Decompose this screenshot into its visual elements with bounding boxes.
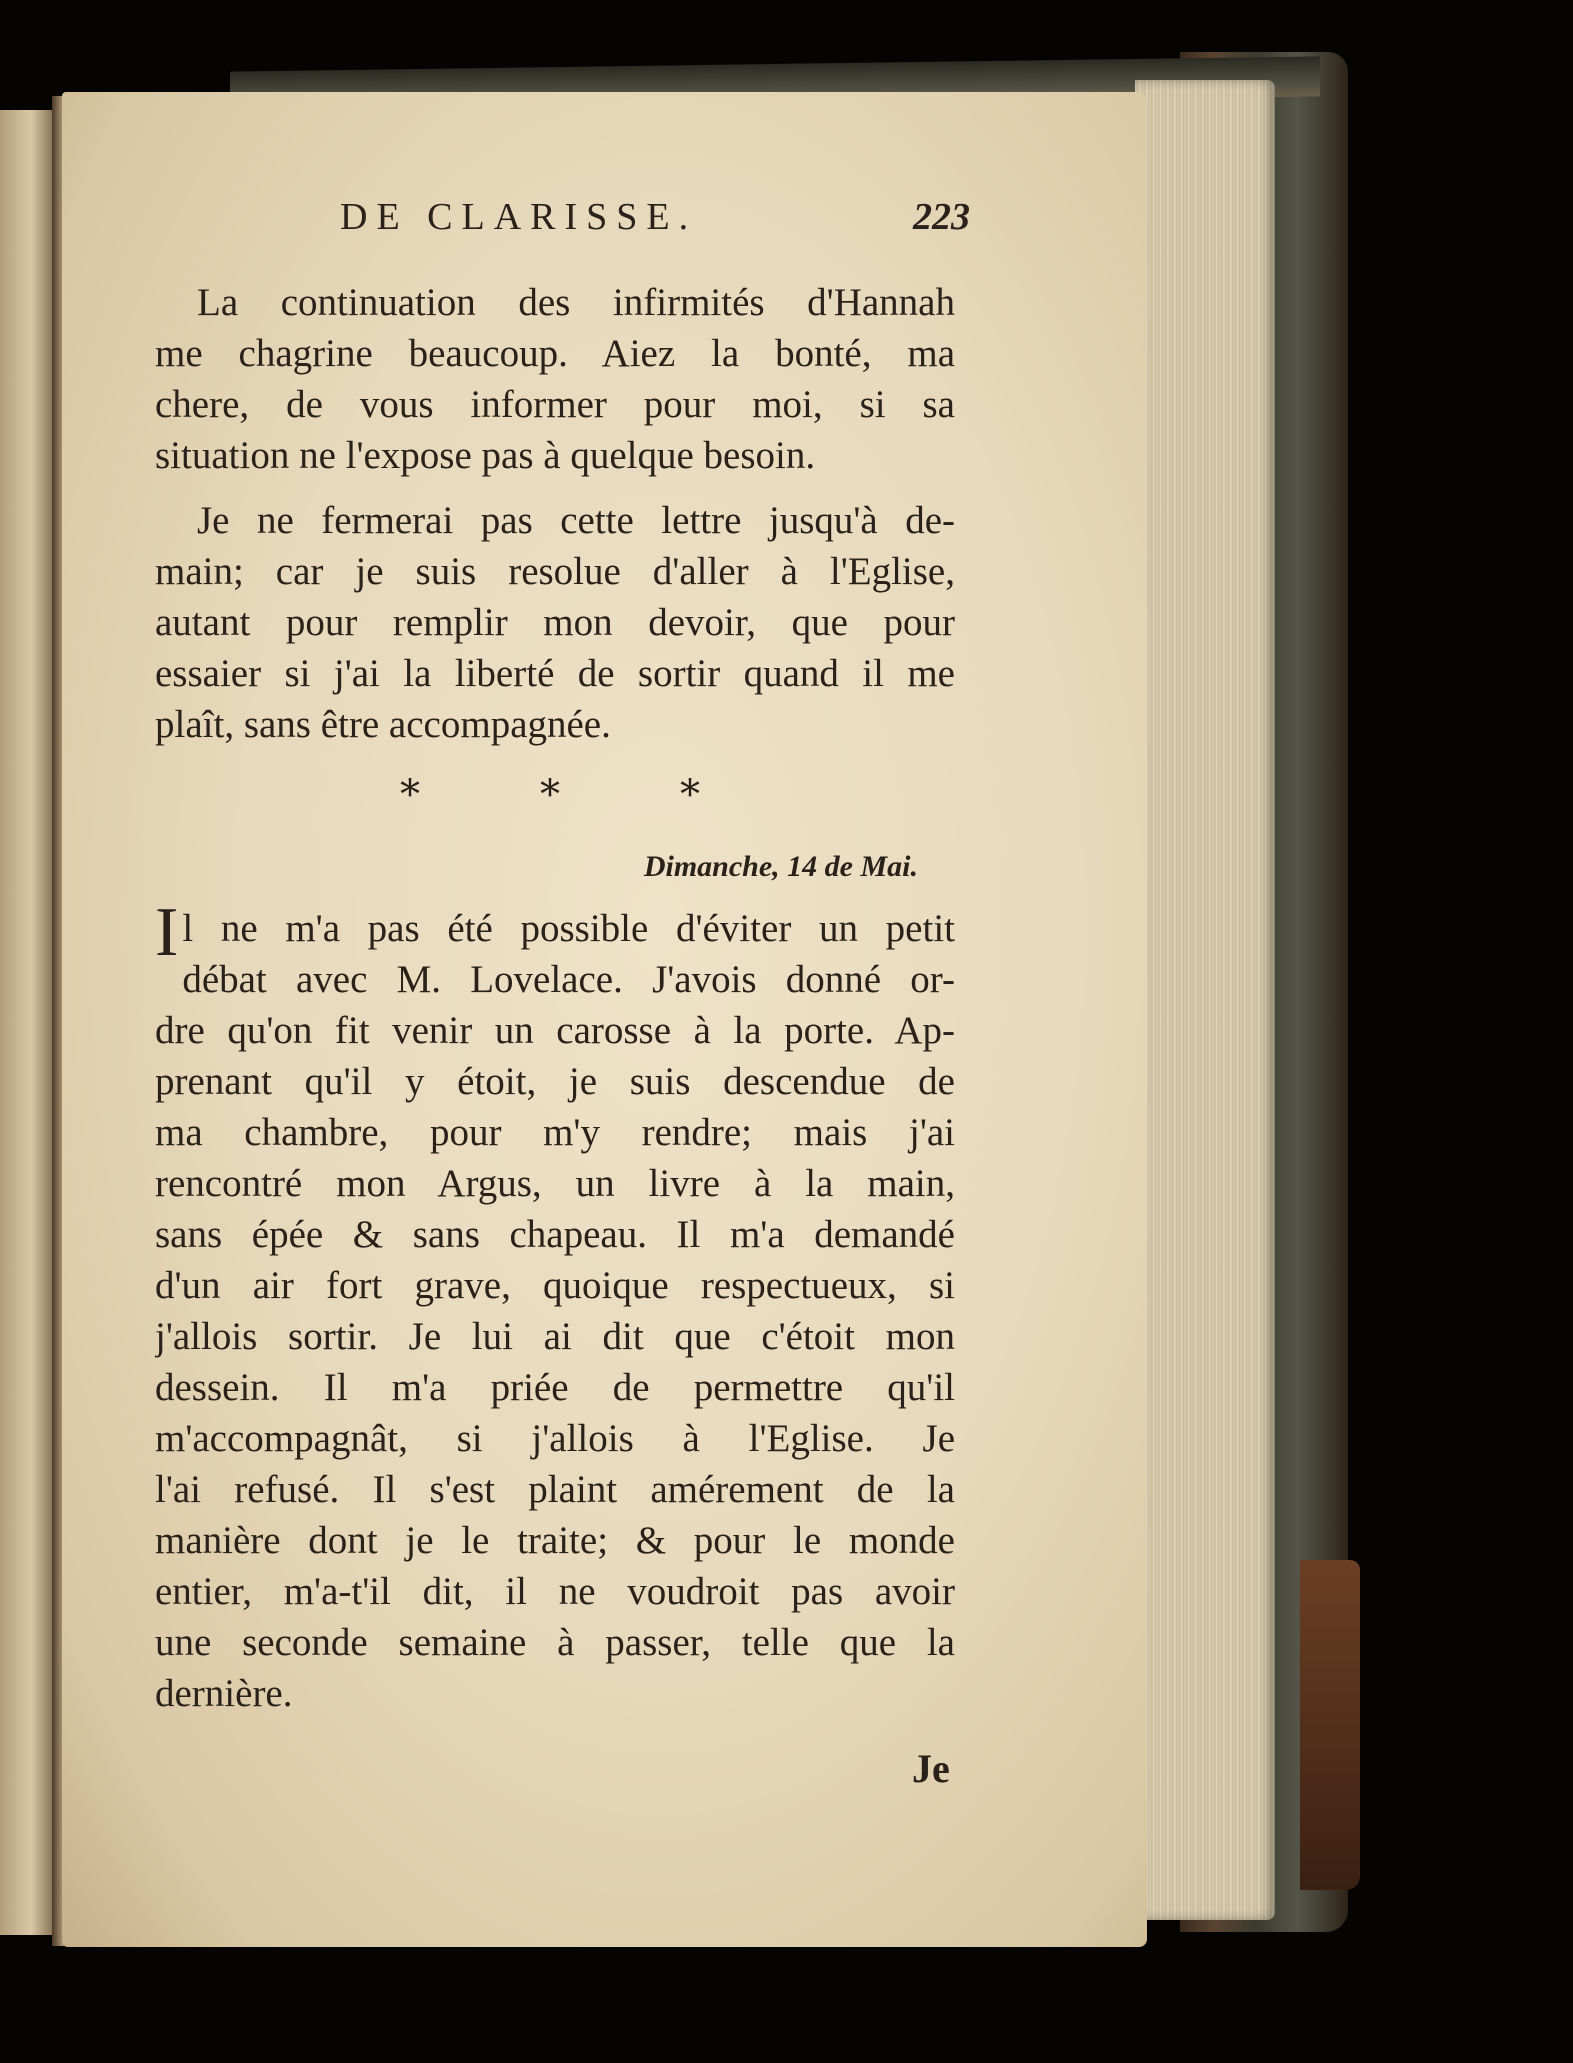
drop-cap: I (155, 894, 179, 971)
text-line: essaier si j'ai la liberté de sortir quand il me (155, 652, 955, 695)
text-line: rencontré mon Argus, un livre à la main, (155, 1162, 955, 1205)
text-line: dessein. Il m'a priée de permettre qu'il (155, 1366, 955, 1409)
text-line: manière dont je le traite; & pour le monde (155, 1519, 955, 1562)
page-number: 223 (913, 196, 970, 238)
text-line: autant pour remplir mon devoir, que pour (155, 601, 955, 644)
catchword: Je (912, 1746, 950, 1791)
running-head (340, 195, 970, 239)
previous-page-edge (0, 110, 52, 1935)
text-line: l ne m'a pas été possible d'éviter un petit (182, 907, 955, 950)
paragraph-1 (155, 277, 955, 481)
text-line: ma chambre, pour m'y rendre; mais j'ai (155, 1111, 955, 1154)
paragraph-2 (155, 495, 955, 750)
text-line: plaît, sans être accompagnée. (155, 703, 611, 746)
text-line: prenant qu'il y étoit, je suis descendue de (155, 1060, 955, 1103)
text-line: Je ne fermerai pas cette lettre jusqu'à de- (197, 499, 955, 542)
text-line: entier, m'a-t'il dit, il ne voudroit pas avoir (155, 1570, 955, 1613)
text-line: débat avec M. Lovelace. J'avois donné or- (182, 958, 955, 1001)
text-line: sans épée & sans chapeau. Il m'a demandé (155, 1213, 955, 1256)
text-line: j'allois sortir. Je lui ai dit que c'étoit mon (155, 1315, 955, 1358)
text-line: m'accompagnât, si j'allois à l'Eglise. Je (155, 1417, 955, 1460)
letter-body (155, 894, 955, 1719)
asterisk: * (540, 772, 560, 818)
text-line: situation ne l'expose pas à quelque besoin. (155, 434, 816, 477)
text-line: d'un air fort grave, quoique respectueux, si (155, 1264, 955, 1307)
page-fore-edge (1135, 80, 1275, 1920)
text-line: me chagrine beaucoup. Aiez la bonté, ma (155, 332, 955, 375)
section-separator (400, 772, 700, 818)
text-line: l'ai refusé. Il s'est plaint amérement de la (155, 1468, 955, 1511)
text-line: dernière. (155, 1672, 293, 1715)
text-line: La continuation des infirmités d'Hannah (197, 281, 955, 324)
asterisk: * (680, 772, 700, 818)
text-line: dre qu'on fit venir un carosse à la porte. Ap- (155, 1009, 955, 1052)
text-line: main; car je suis resolue d'aller à l'Eglise, (155, 550, 955, 593)
text-line: chere, de vous informer pour moi, si sa (155, 383, 955, 426)
book-cover-corner (1300, 1560, 1360, 1890)
text-line: une seconde semaine à passer, telle que la (155, 1621, 955, 1664)
asterisk: * (400, 772, 420, 818)
running-head-title: DE CLARISSE. (340, 196, 698, 238)
dateline: Dimanche, 14 de Mai. (643, 850, 918, 883)
